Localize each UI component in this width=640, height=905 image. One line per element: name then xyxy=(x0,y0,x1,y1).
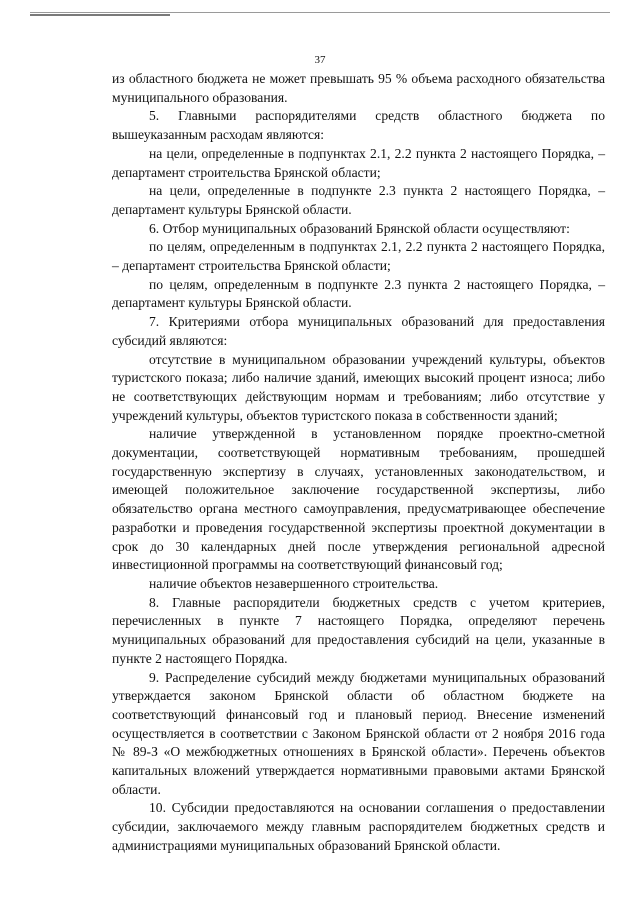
document-body xyxy=(112,70,605,856)
page-number: 37 xyxy=(314,54,326,66)
paragraph: из областного бюджета не может превышать 95 % объема расходного обязательства муниципального образования. xyxy=(112,71,605,105)
paragraph: на цели, определенные в подпункте 2.3 пункта 2 настоящего Порядка, – департамент культуры Брянской области. xyxy=(112,183,605,217)
paragraph: 10. Субсидии предоставляются на основании соглашения о предоставлении субсидии, заключаемого между главным распорядителем бюджетных средств и администрациями муниципальных образований Брянской области. xyxy=(112,800,605,853)
scan-top-rule xyxy=(30,12,610,13)
paragraph: наличие утвержденной в установленном порядке проектно-сметной документации, соответствующей нормативным требованиям, прошедшей государственную экспертизу в случаях, установленных законодательством, и имеющей положительное заключение государственной экспертизы, либо обязательство органа местного самоуправления, предусматривающее обеспечение разработки и проведения государственной экспертизы проектной документации в срок до 30 календарных дней после утверждения региональной адресной инвестиционной программы на соответствующий финансовый год; xyxy=(112,426,605,573)
paragraph: 6. Отбор муниципальных образований Брянской области осуществляют: xyxy=(149,220,570,236)
paragraph: наличие объектов незавершенного строительства. xyxy=(149,575,439,591)
scan-top-rule-mark xyxy=(30,14,170,16)
paragraph: 8. Главные распорядители бюджетных средств с учетом критериев, перечисленных в пункте 7 настоящего Порядка, определяют перечень муниципальных образований для предоставления субсидий на цели, указанные в пункте 2 настоящего Порядка. xyxy=(112,594,605,666)
paragraph: отсутствие в муниципальном образовании учреждений культуры, объектов туристского показа; либо наличие зданий, имеющих высокий процент износа; либо не соответствующих действующим нормам и требованиям; либо отсутствие у учреждений культуры, объектов туристского показа в собственности зданий; xyxy=(112,351,605,423)
paragraph: по целям, определенным в подпунктах 2.1, 2.2 пункта 2 настоящего Порядка, – департамент строительства Брянской области; xyxy=(112,239,605,274)
paragraph: 5. Главными распорядителями средств областного бюджета по вышеуказанным расходам являются: xyxy=(112,108,605,143)
paragraph: 9. Распределение субсидий между бюджетами муниципальных образований утверждается законом Брянской области об областном бюджете на соответствующий финансовый год и плановый период. Внесение изменений осуществляется в соответствии с Законом Брянской области от 2 ноября 2016 года № 89-З «О межбюджетных отношениях в Брянской области». Перечень объектов капитальных вложений утверждается нормативными правовыми актами Брянской области. xyxy=(112,669,605,797)
paragraph: на цели, определенные в подпунктах 2.1, 2.2 пункта 2 настоящего Порядка, – департамент строительства Брянской области; xyxy=(112,145,605,180)
paragraph: 7. Критериями отбора муниципальных образований для предоставления субсидий являются: xyxy=(112,314,605,348)
paragraph: по целям, определенным в подпункте 2.3 пункта 2 настоящего Порядка, – департамент культуры Брянской области. xyxy=(112,276,605,311)
